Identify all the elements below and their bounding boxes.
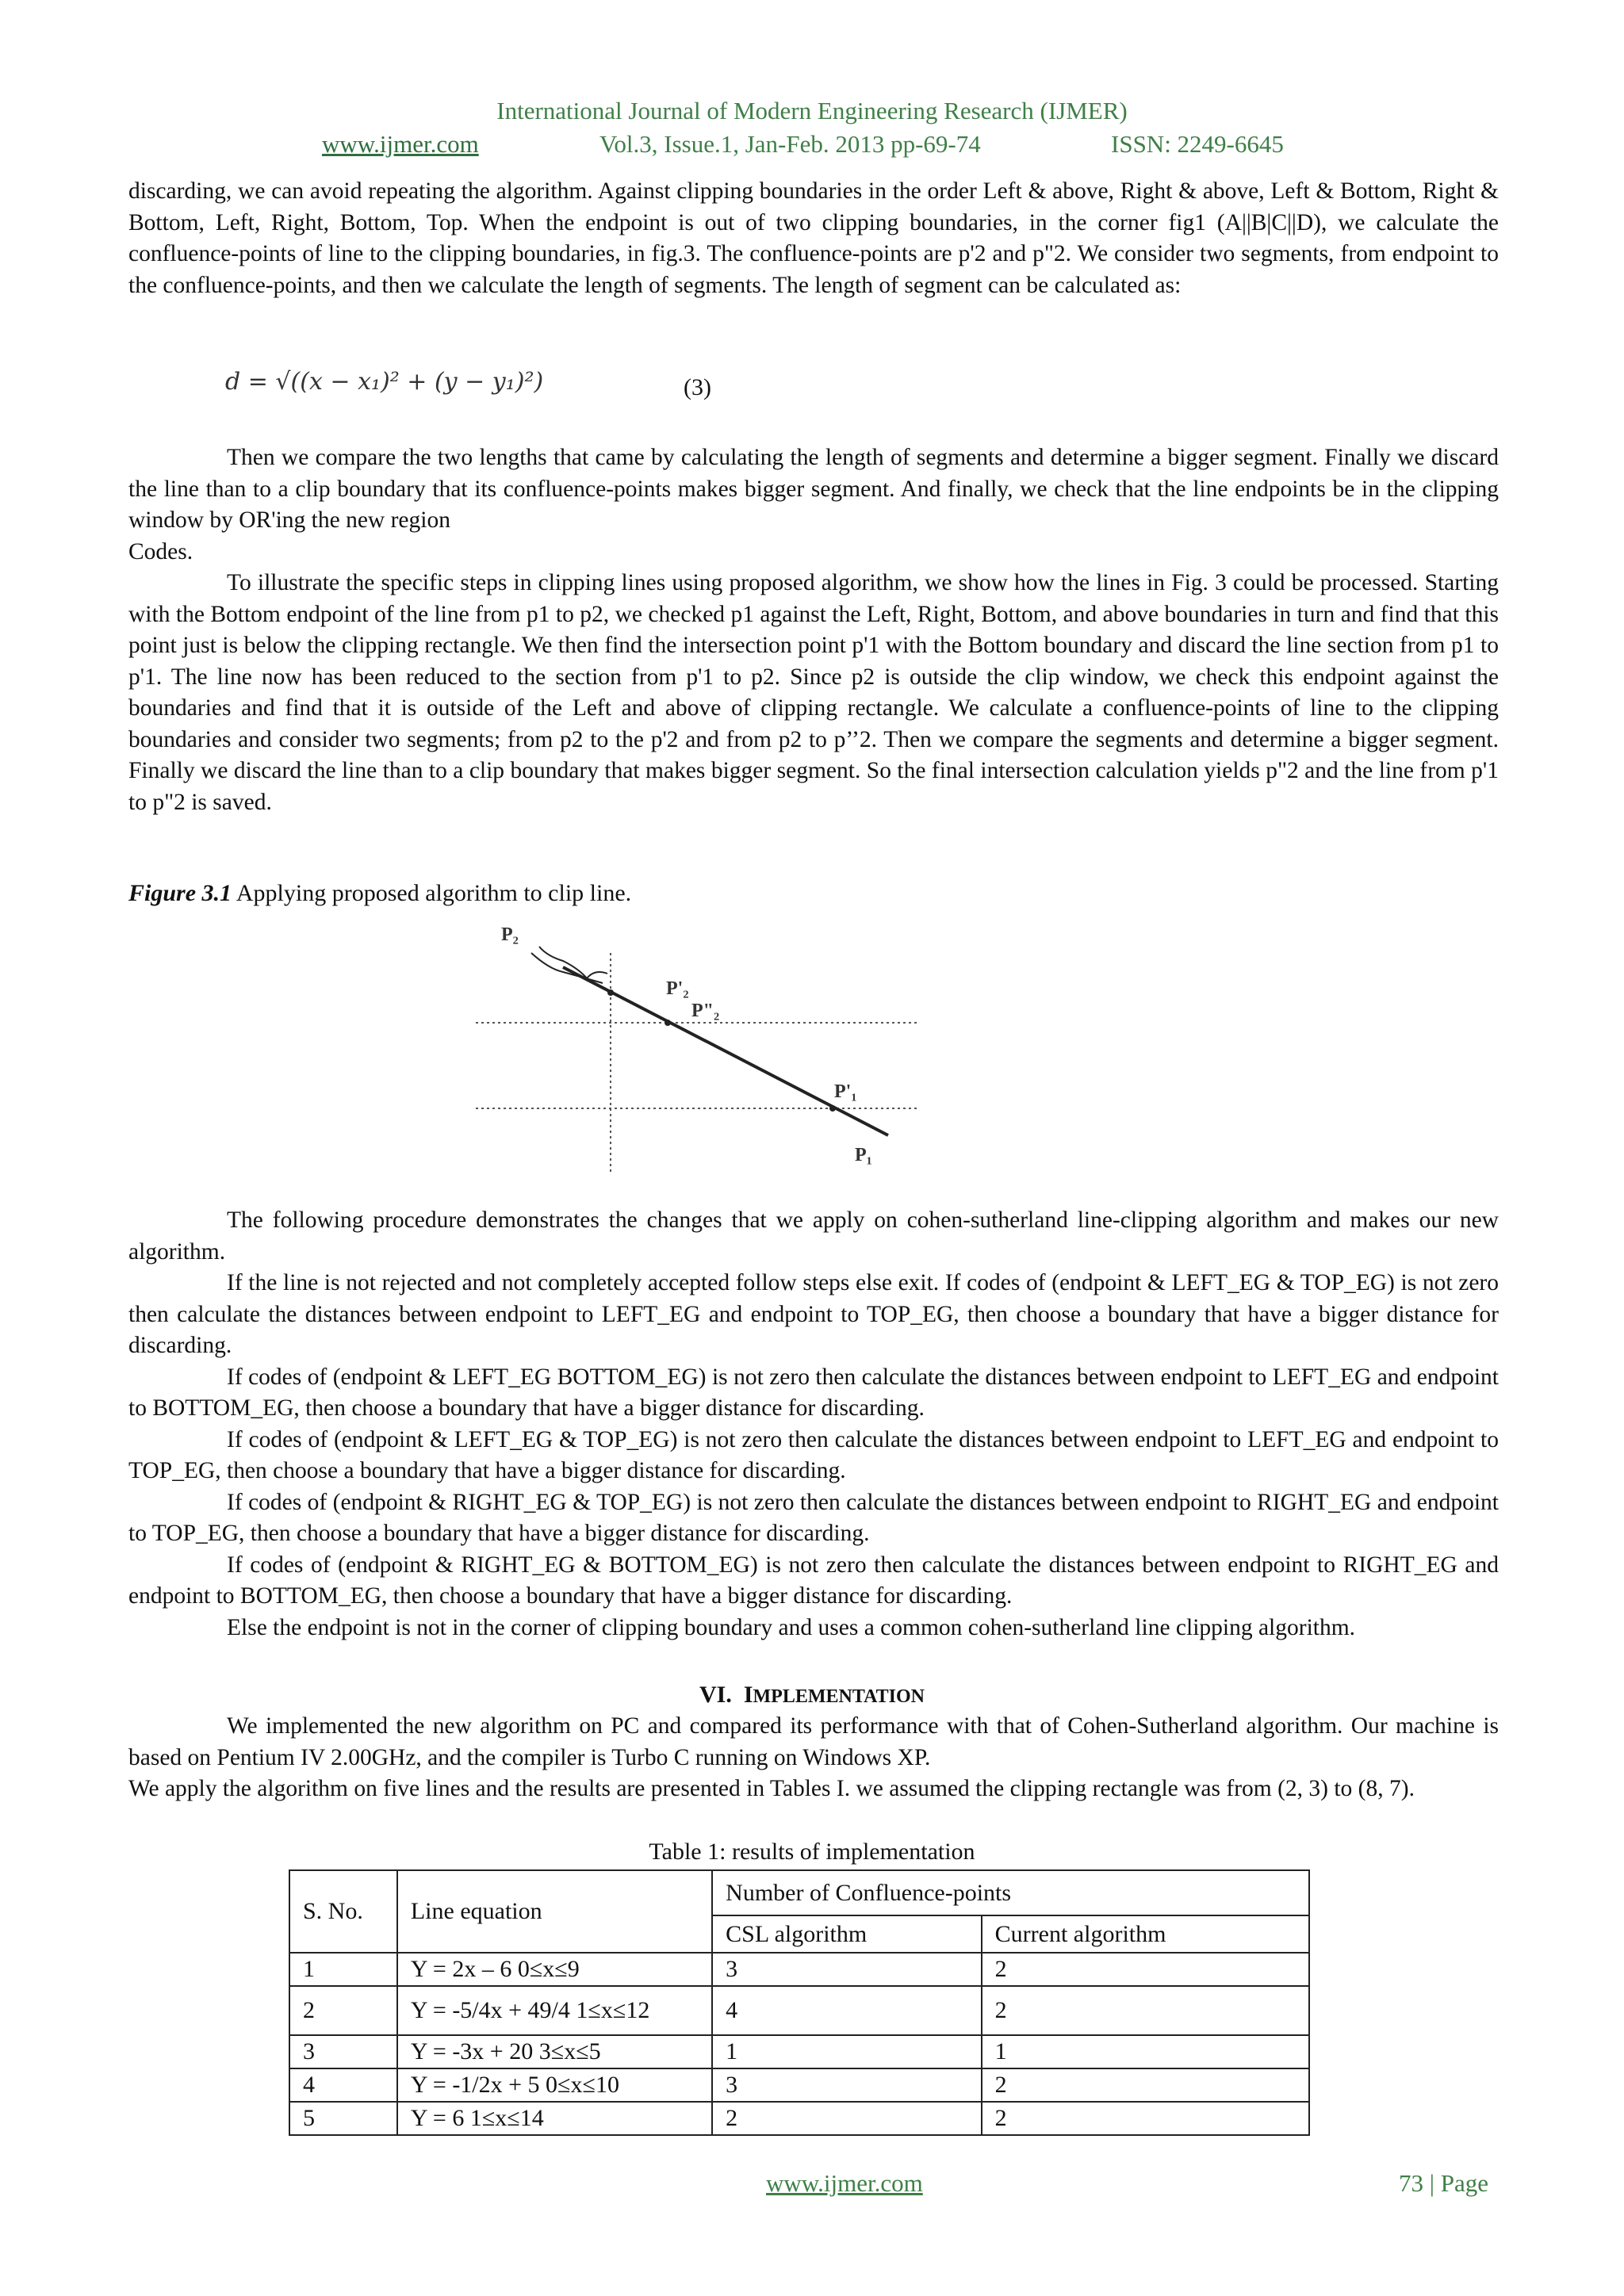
- table-row: 4 Y = -1/2x + 5 0≤x≤10 3 2: [289, 2068, 1309, 2102]
- table-row: 3 Y = -3x + 20 3≤x≤5 1 1: [289, 2035, 1309, 2068]
- section-heading-implementation: VI. IMPLEMENTATION: [699, 1682, 925, 1708]
- header-volume: Vol.3, Issue.1, Jan-Feb. 2013 pp-69-74: [599, 130, 981, 158]
- header-csl: CSL algorithm: [712, 1915, 982, 1953]
- footer-url-link[interactable]: www.ijmer.com: [766, 2169, 923, 2197]
- header-issn: ISSN: 2249-6645: [1111, 130, 1284, 158]
- header-sno: S. No.: [289, 1870, 397, 1953]
- header-info-line: [322, 128, 1305, 160]
- label-p2: P₂: [501, 924, 519, 945]
- table-caption: Table 1: results of implementation: [649, 1839, 975, 1865]
- point-p2-prime: [607, 989, 614, 996]
- label-p1: P₁: [855, 1145, 872, 1165]
- table-header-row: [289, 1870, 1309, 1915]
- label-p2-double-prime: P"₂: [691, 1001, 720, 1021]
- procedure-text: The following procedure demonstrates the changes that we apply on cohen-sutherland line-clipping algorithm and makes our new algorithm. If the line is not rejected and not completely accepted follow steps else exit. If codes of (endpoint & LEFT_EG & TOP_EG) is not zero then calculate the distances between endpoint to LEFT_EG and endpoint to TOP_EG, then choose a boundary that have a bigger distance for discarding. If codes of (endpoint & LEFT_EG BOTTOM_EG) is not zero then calculate the distances between endpoint to LEFT_EG and endpoint to BOTTOM_EG, then choose a boundary that have a bigger distance for discarding. If codes of (endpoint & LEFT_EG & TOP_EG) is not zero then calculate the distances between endpoint to LEFT_EG and endpoint to TOP_EG, then choose a boundary that have a bigger distance for discarding. If codes of (endpoint & RIGHT_EG & TOP_EG) is not zero then calculate the distances between endpoint to RIGHT_EG and endpoint to TOP_EG, then choose a boundary that have a bigger distance for discarding. If codes of (endpoint & RIGHT_EG & BOTTOM_EG) is not zero then calculate the distances between endpoint to RIGHT_EG and endpoint to BOTTOM_EG, then choose a boundary that have a bigger distance for discarding. Else the endpoint is not in the corner of clipping boundary and uses a common cohen-sutherland line clipping algorithm.: [128, 1207, 1499, 1640]
- clipping-figure: [476, 921, 920, 1175]
- equation-3: d = √((x − x₁)² + (y − y₁)²): [225, 368, 544, 396]
- point-p2-double-prime: [665, 1020, 671, 1026]
- label-p2-prime: P'₂: [666, 978, 689, 999]
- table-row: 1 Y = 2x – 6 0≤x≤9 3 2: [289, 1953, 1309, 1986]
- header-confluence-points: Number of Confluence-points: [712, 1870, 1309, 1915]
- results-table: [289, 1869, 1310, 2136]
- journal-title: International Journal of Modern Engineering Research (IJMER): [496, 97, 1128, 124]
- header-url-link[interactable]: www.ijmer.com: [322, 130, 479, 158]
- point-p1-prime: [829, 1105, 836, 1112]
- paragraph-2: Then we compare the two lengths that came by calculating the length of segments and determine a bigger segment. Finally we discard the line than to a clip boundary that its confluence-points makes bigger segment. And finally, we check that the line endpoints be in the clipping window by OR'ing the new region Codes. To illustrate the specific steps in clipping lines using proposed algorithm, we show how the lines in Fig. 3 could be processed. Starting with the Bottom endpoint of the line from p1 to p2, we checked p1 against the Left, Right, Bottom, and above boundaries in turn and find that this point just is below the clipping rectangle. We then find the intersection point p'1 with the Bottom boundary and discard the line section from p1 to p'1. The line now has been reduced to the section from p'1 to p2. Since p2 is outside the clip window, we check this endpoint against the boundaries and find that it is outside of the Left and above of clipping rectangle. We calculate a confluence-points of line to the clipping boundaries and consider two segments; from p2 to the p'2 and from p2 to p’’2. Then we compare the segments and determine a bigger segment. Finally we discard the line than to a clip boundary that makes bigger segment. So the final intersection calculation yields p"2 and the line from p'1 to p"2 is saved.: [128, 445, 1499, 815]
- table-row: 2 Y = -5/4x + 49/4 1≤x≤12 4 2: [289, 1986, 1309, 2035]
- implementation-text: We implemented the new algorithm on PC and compared its performance with that of Cohen-Sutherland algorithm. Our machine is based on Pentium IV 2.00GHz, and the compiler is Turbo C running on Windows XP. We apply the algorithm on five lines and the results are presented in Tables I. we assumed the clipping rectangle was from (2, 3) to (8, 7).: [128, 1713, 1499, 1801]
- footer-page-number: 73 | Page: [1399, 2169, 1488, 2197]
- figure-caption-text: Applying proposed algorithm to clip line.: [232, 880, 632, 906]
- equation-number: (3): [684, 374, 711, 400]
- header-current: Current algorithm: [982, 1915, 1309, 1953]
- figure-caption: [128, 880, 631, 907]
- paragraph-1: discarding, we can avoid repeating the algorithm. Against clipping boundaries in the order Left & above, Right & above, Left & Bottom, Right & Bottom, Left, Right, Bottom, Top. When the endpoint is out of two clipping boundaries, in the corner fig1 (A||B|C||D), we calculate the confluence-points of line to the clipping boundaries, in fig.3. The confluence-points are p'2 and p"2. We consider two segments, from endpoint to the confluence-points, and then we calculate the length of segments. The length of segment can be calculated as:: [128, 178, 1499, 298]
- figure-caption-label: Figure 3.1: [128, 880, 232, 906]
- header-line-equation: Line equation: [397, 1870, 712, 1953]
- table-row: 5 Y = 6 1≤x≤14 2 2: [289, 2102, 1309, 2135]
- label-p1-prime: P'₁: [834, 1081, 857, 1102]
